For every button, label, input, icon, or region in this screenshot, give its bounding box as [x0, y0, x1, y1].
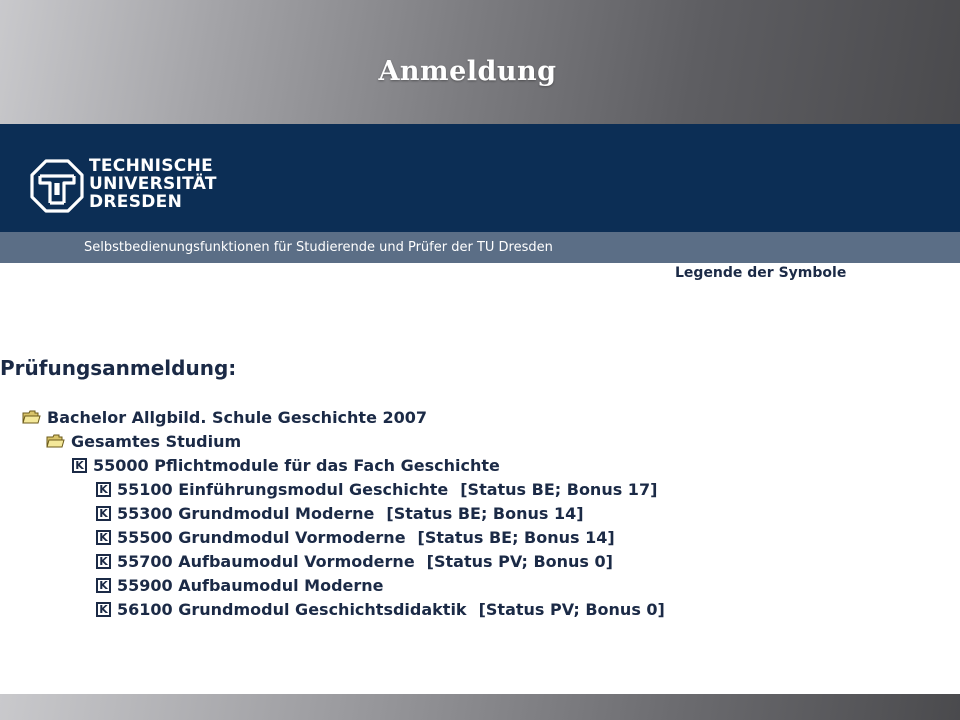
module-label[interactable]: 55100 Einführungsmodul Geschichte [117, 479, 449, 499]
folder-open-icon [46, 434, 65, 449]
tu-dresden-wordmark [89, 157, 217, 211]
module-label[interactable]: 55700 Aufbaumodul Vormoderne [117, 551, 415, 571]
wordmark-line-2: UNIVERSITÄT [89, 174, 217, 194]
slide-title: Anmeldung [378, 56, 557, 87]
k-module-icon: K [96, 482, 111, 497]
k-module-icon: K [96, 530, 111, 545]
module-item[interactable] [96, 478, 657, 500]
module-label[interactable]: 55300 Grundmodul Moderne [117, 503, 375, 523]
k-module-icon: K [96, 554, 111, 569]
page-title: Prüfungsanmeldung: [0, 356, 237, 380]
folder-open-icon [22, 410, 41, 425]
tree-node-group[interactable] [72, 454, 500, 476]
legend-link[interactable]: Legende der Symbole [675, 265, 847, 281]
module-status: [Status BE; Bonus 14] [417, 527, 615, 547]
module-item[interactable] [96, 598, 665, 620]
wordmark-line-1: TECHNISCHE [89, 156, 214, 176]
slide-bottom-band [0, 694, 960, 720]
tree-node-section[interactable] [46, 430, 241, 452]
tree-node-program[interactable] [22, 406, 427, 428]
module-item[interactable] [96, 502, 584, 524]
tree-node-group-label[interactable]: 55000 Pflichtmodule für das Fach Geschichte [93, 455, 500, 475]
module-label[interactable]: 55900 Aufbaumodul Moderne [117, 575, 384, 595]
module-item[interactable] [96, 550, 613, 572]
module-status: [Status BE; Bonus 17] [460, 479, 658, 499]
tu-dresden-logo-icon [30, 159, 84, 213]
tree-node-section-label[interactable]: Gesamtes Studium [71, 431, 242, 451]
wordmark-line-3: DRESDEN [89, 192, 183, 212]
module-item[interactable] [96, 526, 615, 548]
module-status: [Status PV; Bonus 0] [478, 599, 665, 619]
header-subtitle: Selbstbedienungsfunktionen für Studierende und Prüfer der TU Dresden [84, 240, 553, 255]
module-status: [Status BE; Bonus 14] [386, 503, 584, 523]
tree-node-program-label[interactable]: Bachelor Allgbild. Schule Geschichte 2007 [47, 407, 428, 427]
module-status: [Status PV; Bonus 0] [426, 551, 613, 571]
k-module-icon: K [96, 578, 111, 593]
k-module-icon: K [96, 506, 111, 521]
k-module-icon: K [72, 458, 87, 473]
module-item[interactable] [96, 574, 396, 596]
k-module-icon: K [96, 602, 111, 617]
module-label[interactable]: 56100 Grundmodul Geschichtsdidaktik [117, 599, 467, 619]
module-label[interactable]: 55500 Grundmodul Vormoderne [117, 527, 406, 547]
